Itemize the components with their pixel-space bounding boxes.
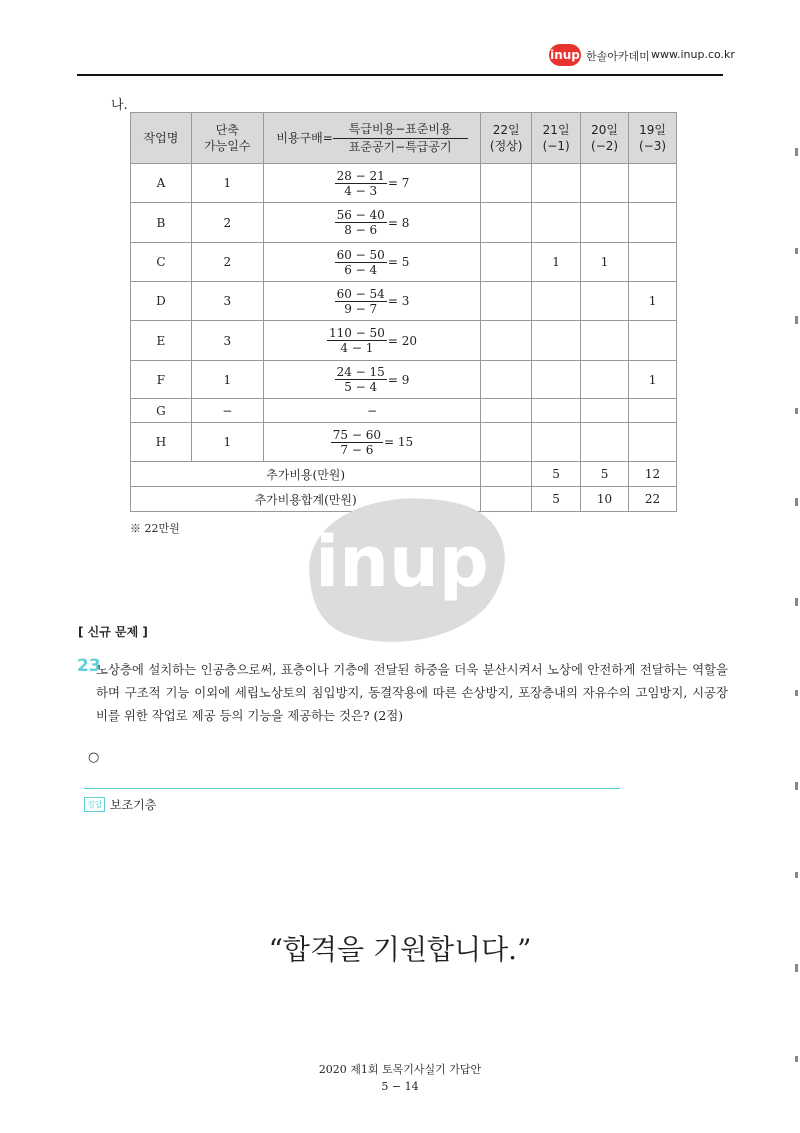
slope-cell: −: [263, 399, 481, 423]
day-21-cell: [532, 399, 581, 423]
day-21-cell: [532, 321, 581, 361]
table-row: [131, 164, 677, 203]
day-21-cell: 5: [532, 462, 581, 487]
day-22-cell: [481, 282, 532, 321]
edge-mark: [795, 690, 798, 696]
day-19-cell: 22: [629, 487, 677, 512]
table-header-row: [131, 113, 677, 164]
answer-bullet: ○: [88, 750, 100, 765]
day-21-cell: [532, 164, 581, 203]
table-row: [131, 361, 677, 399]
day-19-cell: 1: [629, 282, 677, 321]
header-day-22: 22일 (정상): [481, 113, 532, 164]
slope-cell: $\frac{75 - 60}{7 - 6}$ = 15: [263, 423, 481, 462]
day-21-cell: [532, 423, 581, 462]
footer-exam-title: 2020 제1회 토목기사실기 가답안: [318, 1063, 482, 1076]
days-cell: 1: [191, 164, 263, 203]
edge-mark: [795, 498, 798, 506]
answer-tag: 정답: [84, 797, 105, 812]
header-day-21: 21일 (−1): [532, 113, 581, 164]
header-url: www.inup.co.kr: [651, 48, 735, 61]
days-cell: 1: [191, 423, 263, 462]
task-cell: G: [131, 399, 192, 423]
svg-text:inup: inup: [315, 521, 489, 603]
closing-message: “합격을 기원합니다.”: [268, 933, 532, 966]
day-19-cell: [629, 321, 677, 361]
day-19-cell: [629, 399, 677, 423]
inup-logo: inup: [549, 44, 581, 66]
header-day-20: 20일 (−2): [581, 113, 629, 164]
footer-page-number: 5 − 14: [381, 1080, 419, 1093]
inup-watermark-logo: [290, 474, 510, 654]
day-19-cell: [629, 164, 677, 203]
slope-cell: $\frac{110 - 50}{4 - 1}$ = 20: [263, 321, 481, 361]
table-row: [131, 282, 677, 321]
day-19-cell: [629, 203, 677, 243]
edge-mark: [795, 964, 798, 972]
day-22-cell: [481, 361, 532, 399]
day-21-cell: [532, 282, 581, 321]
header-days: 단축 가능일수: [191, 113, 263, 164]
task-cell: H: [131, 423, 192, 462]
edge-mark: [795, 782, 798, 790]
header-divider: [77, 74, 723, 76]
day-20-cell: [581, 282, 629, 321]
header-brand: 한솔아카데미: [586, 50, 650, 63]
task-cell: B: [131, 203, 192, 243]
day-20-cell: [581, 361, 629, 399]
day-20-cell: [581, 399, 629, 423]
days-cell: 2: [191, 203, 263, 243]
day-19-cell: [629, 423, 677, 462]
slope-cell: $\frac{56 - 40}{8 - 6}$ = 8: [263, 203, 481, 243]
extra-cost-label: 추가비용(만원): [131, 462, 481, 487]
day-21-cell: [532, 361, 581, 399]
day-22-cell: [481, 203, 532, 243]
edge-mark: [795, 872, 798, 878]
task-cell: C: [131, 243, 192, 282]
day-22-cell: [481, 164, 532, 203]
edge-mark: [795, 598, 798, 606]
table-row: [131, 243, 677, 282]
table-row: [131, 321, 677, 361]
cost-slope-table: [130, 112, 677, 512]
task-cell: F: [131, 361, 192, 399]
edge-mark: [795, 1056, 798, 1062]
day-19-cell: 1: [629, 361, 677, 399]
extra-total-label: 추가비용합계(만원): [131, 487, 481, 512]
day-21-cell: 5: [532, 487, 581, 512]
new-question-label: [ 신규 문제 ]: [78, 625, 148, 639]
section-label: 나.: [111, 98, 128, 113]
day-21-cell: 1: [532, 243, 581, 282]
slope-cell: $\frac{60 - 54}{9 - 7}$ = 3: [263, 282, 481, 321]
table-note: ※ 22만원: [130, 522, 180, 535]
day-20-cell: 1: [581, 243, 629, 282]
slope-cell: $\frac{28 - 21}{4 - 3}$ = 7: [263, 164, 481, 203]
day-20-cell: 10: [581, 487, 629, 512]
days-cell: 2: [191, 243, 263, 282]
slope-cell: $\frac{60 - 50}{6 - 4}$ = 5: [263, 243, 481, 282]
question-number: 23: [77, 656, 101, 676]
day-21-cell: [532, 203, 581, 243]
day-20-cell: [581, 321, 629, 361]
answer-text: 보조기층: [110, 798, 157, 812]
table-row: [131, 423, 677, 462]
edge-mark: [795, 248, 798, 254]
days-cell: 3: [191, 321, 263, 361]
table-row: [131, 399, 677, 423]
task-cell: A: [131, 164, 192, 203]
day-22-cell: [481, 423, 532, 462]
day-20-cell: [581, 203, 629, 243]
task-cell: E: [131, 321, 192, 361]
answer-divider: [84, 788, 620, 789]
days-cell: −: [191, 399, 263, 423]
edge-mark: [795, 148, 798, 156]
day-22-cell: [481, 243, 532, 282]
header-slope: 비용구배= $\frac{\text{특급비용−표준비용}}{\text{표준공기−특급공기}}$: [263, 113, 481, 164]
day-22-cell: [481, 321, 532, 361]
day-22-cell: [481, 399, 532, 423]
day-20-cell: [581, 423, 629, 462]
edge-mark: [795, 408, 798, 414]
slope-cell: $\frac{24 - 15}{5 - 4}$ = 9: [263, 361, 481, 399]
header-day-19: 19일 (−3): [629, 113, 677, 164]
day-19-cell: [629, 243, 677, 282]
day-20-cell: [581, 164, 629, 203]
days-cell: 3: [191, 282, 263, 321]
edge-mark: [795, 316, 798, 324]
header-task: 작업명: [131, 113, 192, 164]
question-text: 노상층에 설치하는 인공층으로써, 표층이나 기층에 전달된 하중을 더욱 분산시켜서 노상에 안전하게 전달하는 역할을 하며 구조적 기능 이외에 세립노상토의 침입방지, 동결작용에 따른 손상방지, 포장층내의 자유수의 고임방지, 시공장비를 위한 작업로 제공 등의 기능을 제공하는 것은? (2점): [96, 662, 728, 723]
table-row: [131, 203, 677, 243]
days-cell: 1: [191, 361, 263, 399]
task-cell: D: [131, 282, 192, 321]
day-19-cell: 12: [629, 462, 677, 487]
day-20-cell: 5: [581, 462, 629, 487]
